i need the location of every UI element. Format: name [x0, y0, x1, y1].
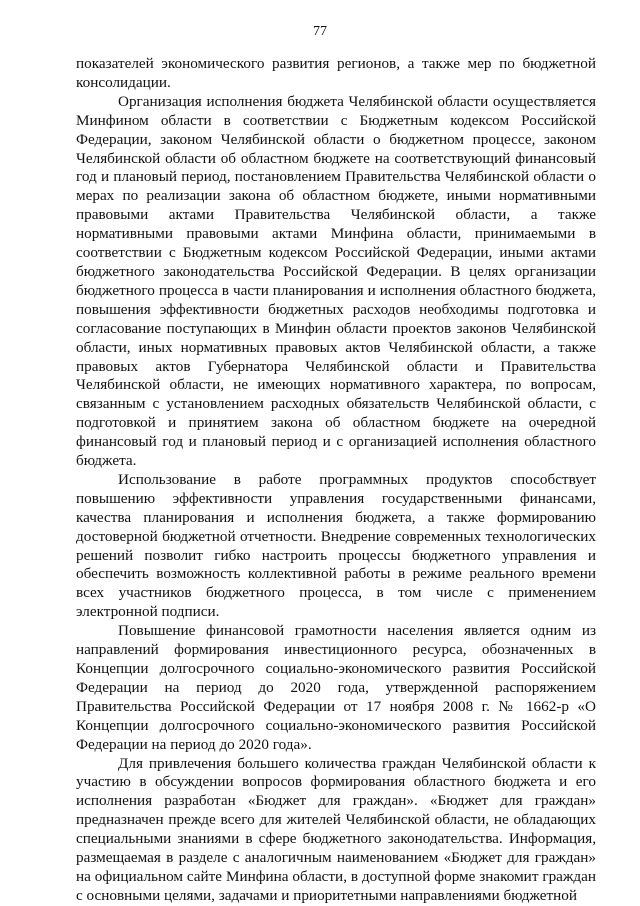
paragraph-budget-execution: Организация исполнения бюджета Челябинской области осуществляется Минфином области в соответствии с Бюджетным кодексом Российской Федерации, законом Челябинской области о бюджетном процессе, законом Челябинской области об областном бюджете на соответствующий финансовый год и плановый период, постановлением Правительства Челябинской области о мерах по реализации закона об областном бюджете, иными нормативными правовыми актами Правительства Челябинской области, а также нормативными правовыми актами Минфина области, принимаемыми в соответствии с Бюджетным кодексом Российской Федерации, иными актами бюджетного законодательства Российской Федерации. В целях организации бюджетного процесса в части планирования и исполнения областного бюджета, повышения эффективности бюджетных расходов необходимы подготовка и согласование поступающих в Минфин области проектов законов Челябинской области, иных нормативных правовых актов Челябинской области, а также правовых актов Губернатора Челябинской области и Правительства Челябинской области, не имеющих нормативного характера, по вопросам, связанным с установлением расходных обязательств Челябинской области, с подготовкой и принятием закона об областном бюджете на очередной финансовый год и плановый период и с организацией исполнения областного бюджета. — [76, 92, 596, 470]
document-body — [76, 55, 596, 906]
paragraph-financial-literacy: Повышение финансовой грамотности населения является одним из направлений формирования инвестиционного ресурса, обозначенных в Концепции долгосрочного социально-экономического развития Российской Федерации на период до 2020 года, утвержденной распоряжением Правительства Российской Федерации от 17 ноября 2008 г. № 1662-р «О Концепции долгосрочного социально-экономического развития Российской Федерации на период до 2020 года». — [76, 622, 596, 753]
page-number: 77 — [313, 24, 327, 39]
paragraph-budget-for-citizens: Для привлечения большего количества граждан Челябинской области к участию в обсуждении вопросов формирования областного бюджета и его исполнения разработан «Бюджет для граждан». «Бюджет для граждан» предназначен прежде всего для жителей Челябинской области, не обладающих специальными знаниями в сфере бюджетного законодательства. Информация, размещаемая в разделе с аналогичным наименованием «Бюджет для граждан» на официальном сайте Минфина области, в доступной форме знакомит граждан с основными целями, задачами и приоритетными направлениями бюджетной — [76, 754, 596, 904]
paragraph-continuation: показателей экономического развития регионов, а также мер по бюджетной консолидации. — [76, 55, 596, 91]
paragraph-software-products: Использование в работе программных продуктов способствует повышению эффективности управления государственными финансами, качества планирования и исполнения бюджета, а также формированию достоверной бюджетной отчетности. Внедрение современных технологических решений позволит гибко настроить процессы бюджетного управления и обеспечить возможность коллективной работы в режиме реального времени всех участников бюджетного процесса, в том числе с применением электронной подписи. — [76, 470, 596, 621]
